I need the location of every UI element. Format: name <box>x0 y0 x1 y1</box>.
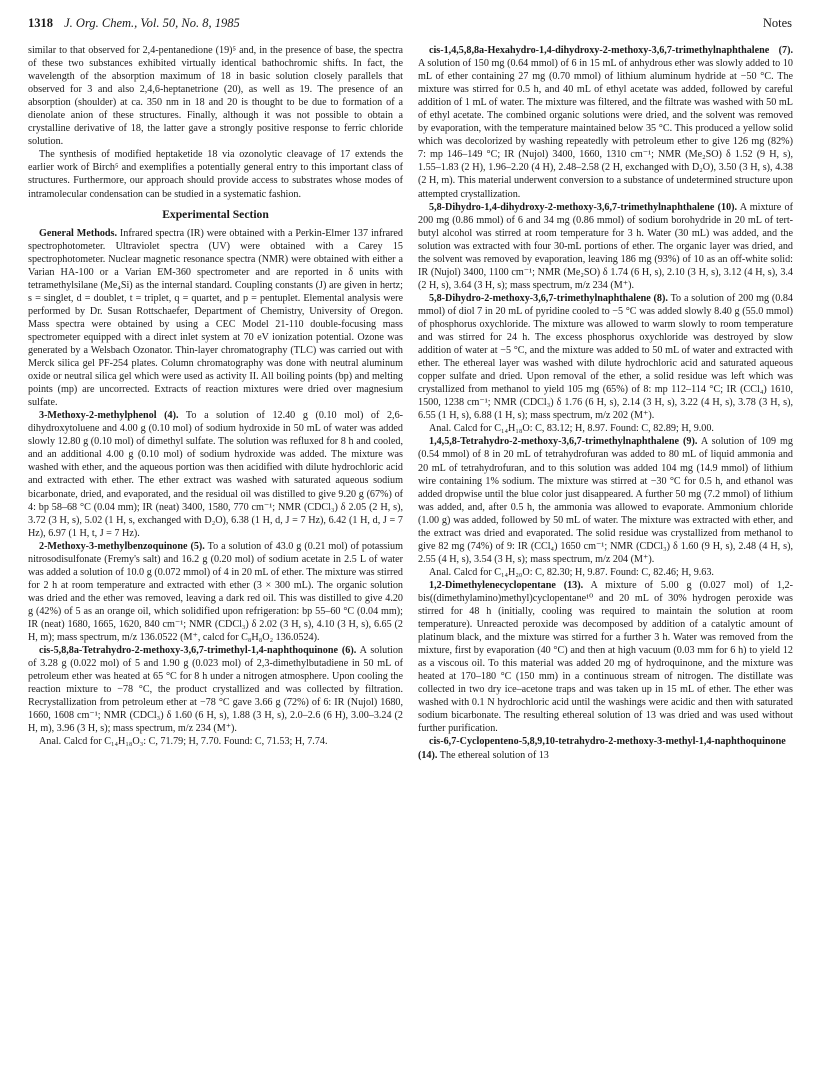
compound-10-heading: 5,8-Dihydro-1,4-dihydroxy-2-methoxy-3,6,7-trimethylnaphthalene (10). <box>429 201 738 213</box>
compound-4-body: To a solution of 12.40 g (0.10 mol) of 2,6-dihydroxytoluene and 4.00 g (0.10 mol) of sodium hydroxide in 50 mL of water was added slowly 12.80 g (0.10 mol) of dimethyl sulfate. The solution was refluxed for 8 h and cooled, and an additional 4.00 g (0.10 mol) of sodium hydroxide was added. The mixture was washed with ether, and the aqueous portion was then acidified with dilute hydrochloric acid and extracted with ether. The ether extract was washed with saturated aqueous sodium bicarbonate, dried, and evaporated, and the residual oil was distilled to give 9.20 g (67%) of 4: bp 58–68 °C (0.04 mm); IR (neat) 3400, 1580, 770 cm⁻¹; NMR (CDCl₃) δ 2.05 (2 H, s), 3.72 (3 H, s), 5.02 (1 H, s, exchanged with D₂O), 6.38 (1 H, d, J = 7 Hz), 6.42 (1 H, d, J = 7 Hz), 6.97 (1 H, t, J = 7 Hz). <box>28 410 403 539</box>
compound-9-body: A solution of 109 mg (0.54 mmol) of 8 in 20 mL of tetrahydrofuran was added to 80 mL of liquid ammonia and 20 mL of tetrahydrofuran, and to this solution was added 104 mg (14.9 mmol) of lithium wire containing 1% sodium. The mixture was stirred at −30 °C for 0.5 h, and ethanol was added dropwise until the blue color just disappeared. A further 50 mg (7.2 mmol) of lithium was added, and, after 0.5 h, the ammonia was allowed to evaporate. Ammonium chloride (1.00 g) was added, followed by 50 mL of water. The mixture was extracted with ether, and the extract was dried and evaporated. The solid residue was crystallized from methanol to give 82 mg (74%) of 9: IR (CCl₄) 1650 cm⁻¹; NMR (CDCl₃) δ 1.60 (9 H, s), 2.48 (4 H, s), 2.55 (4 H, s), 3.54 (3 H, s); mass spectrum, m/z 204 (M⁺). <box>418 436 793 565</box>
compound-14-body: The ethereal solution of 13 <box>437 749 549 761</box>
compound-7-paragraph <box>418 44 793 201</box>
compound-6-analysis: Anal. Calcd for C₁₄H₁₈O₃: C, 71.79; H, 7.70. Found: C, 71.53; H, 7.74. <box>39 736 328 748</box>
compound-13-paragraph <box>418 579 793 736</box>
compound-9-analysis: Anal. Calcd for C₁₄H₂₀O: C, 82.30; H, 9.87. Found: C, 82.46; H, 9.63. <box>429 566 714 578</box>
compound-5-body: To a solution of 43.0 g (0.21 mol) of potassium nitrosodisulfonate (Fremy's salt) and 16.2 g (0.20 mol) of sodium acetate in 2.5 L of water was added a solution of 10.0 g (0.072 mmol) of 4 in 20 mL of ether. The mixture was stirred for 2 h at room temperature and extracted with ether (3 × 300 mL). The organic solution was dried and the ether was removed, leaving a dark red oil. This was distilled to give 4.20 g (42%) of 5 as an orange oil, which solidified upon refrigeration: bp 55–60 °C (0.04 mm); IR (neat) 1680, 1665, 1620, 840 cm⁻¹; NMR (CDCl₃) δ 2.02 (3 H, s), 4.10 (3 H, s), 6.65 (2 H, m); mass spectrum, m/z 136.0522 (M⁺, calcd for C₈H₈O₂ 136.0524). <box>28 540 403 644</box>
compound-6-body: A solution of 3.28 g (0.022 mol) of 5 and 1.90 g (0.023 mol) of 2,3-dimethylbutadiene in 50 mL of petroleum ether was heated at 65 °C for 8 h under a nitrogen atmosphere. Upon cooling the reaction mixture to −78 °C, the product crystallized and was collected by filtration. Recrystallization from petroleum ether at −78 °C gave 3.66 g (72%) of 6: IR (Nujol) 1680, 1660, 1608 cm⁻¹; NMR (CDCl₃) δ 1.60 (6 H, s), 1.88 (3 H, s), 2.0–2.6 (6 H), 3.00–3.24 (2 H, m), 3.96 (3 H, s); mass spectrum, m/z 234 (M⁺). <box>28 645 403 735</box>
running-head-left <box>28 16 240 31</box>
page-header <box>28 16 792 34</box>
compound-6-heading: cis-5,8,8a-Tetrahydro-2-methoxy-3,6,7-trimethyl-1,4-naphthoquinone (6). <box>39 645 357 657</box>
page-number: 1318 <box>28 16 53 30</box>
compound-8-paragraph <box>418 292 793 422</box>
intro-paragraph-1: similar to that observed for 2,4-pentanedione (19)⁵ and, in the presence of base, the spectra of these two substances exhibited virtually identical bathochromic shifts. In fact, the wavelength of the absorption maximum of 18 in basic solution closely parallels that observed for 3 and also 2,4,6-heptanetrione (20), as well as 19. The presence of an absorption (shoulder) at ca. 350 nm in 18 and 20 is thought to be due to formation of a dienolate anion of these structures. Finally, although it was not possible to obtain a crystalline derivative of 18, the latter gave a strongly positive response to ferric chloride solution. <box>28 45 403 148</box>
compound-10-body: A mixture of 200 mg (0.86 mmol) of 6 and 34 mg (0.86 mmol) of sodium borohydride in 20 mL of tert-butyl alcohol was stirred at room temperature for 3 h. Water (30 mL) was added, and the solution was extracted with four 30-mL portions of ether. The organic layer was dried, and the solvent was removed by evaporation, leaving 186 mg (93%) of 10 as an off-white solid: IR (Nujol) 3400, 1100 cm⁻¹; NMR (Me₂SO) δ 1.74 (6 H, s), 2.10 (3 H, s), 3.12 (4 H, s), 3.4 (2 H, s), 3.64 (3 H, s); mass spectrum, m/z 234 (M⁺). <box>418 201 793 291</box>
compound-8-body: To a solution of 200 mg (0.84 mmol) of diol 7 in 20 mL of pyridine cooled to −5 °C was added slowly 8.40 g (55.0 mmol) of phosphorus oxychloride. The mixture was allowed to warm slowly to room temperature and was stirred for 24 h. The excess phosphorus oxychloride was destroyed by slow addition of water at −5 °C, and the mixture was added to 50 mL of water and extracted with ether. The ethereal layer was washed with dilute hydrochloric acid and saturated aqueous copper sulfate and dried. Upon removal of the ether, a solid residue was left which was crystallized from methanol to yield 105 mg (65%) of 8: mp 112–114 °C; IR (CCl₄) 1610, 1500, 1238 cm⁻¹; NMR (CDCl₃) δ 1.76 (6 H, s), 2.14 (3 H, s), 3.22 (4 H, s), 3.78 (3 H, s), 6.55 (1 H, s), 6.88 (1 H, s); mass spectrum, m/z 202 (M⁺). <box>418 292 793 422</box>
journal-citation: J. Org. Chem., Vol. 50, No. 8, 1985 <box>64 16 240 30</box>
compound-14-heading: cis-6,7-Cyclopenteno-5,8,9,10-tetrahydro-2-methoxy-3-methyl-1,4-naphthoquinone (14). <box>418 736 786 761</box>
compound-6-paragraph <box>28 644 403 735</box>
compound-9-heading: 1,4,5,8-Tetrahydro-2-methoxy-3,6,7-trimethylnaphthalene (9). <box>429 436 698 448</box>
compound-4-paragraph <box>28 409 403 539</box>
section-title: Experimental Section <box>162 207 269 221</box>
compound-4-heading: 3-Methoxy-2-methylphenol (4). <box>39 410 179 422</box>
compound-8-analysis: Anal. Calcd for C₁₄H₁₈O: C, 83.12; H, 8.97. Found: C, 82.89; H, 9.00. <box>429 423 714 435</box>
right-column <box>418 44 793 762</box>
section-label: Notes <box>762 16 792 30</box>
intro-paragraph-2: The synthesis of modified heptaketide 18 via ozonolytic cleavage of 17 extends the earlier work of Birch⁵ and exemplifies a potentially general entry to this important class of structures. Furthermore, our approach should provide access to substrates whose modes of intramolecular condensation can be studied in a systematic fashion. <box>28 149 403 200</box>
general-methods-heading: General Methods. <box>39 227 117 239</box>
compound-8-heading: 5,8-Dihydro-2-methoxy-3,6,7-trimethylnaphthalene (8). <box>429 292 668 304</box>
compound-10-paragraph <box>418 201 793 292</box>
compound-7-heading: cis-1,4,5,8,8a-Hexahydro-1,4-dihydroxy-2-methoxy-3,6,7-trimethylnaphthalene (7). <box>429 45 793 56</box>
general-methods-paragraph <box>28 227 403 410</box>
compound-7-body: A solution of 150 mg (0.64 mmol) of 6 in 15 mL of anhydrous ether was slowly added to 10 mL of ether containing 27 mg (0.70 mmol) of lithium aluminum hydride at −50 °C. The mixture was stirred for 0.5 h, and 40 mL of ethyl acetate was added, followed by careful addition of 1 mL of water. The mixture was filtered, and the filtrate was washed with 50 mL of ethyl acetate. The combined organic solutions were dried, and the solvent was removed by evaporation, with the temperature maintained below 35 °C. This produced a yellow solid which was decolorized by washing repeatedly with petroleum ether to give 126 mg (82%) 7: mp 146–149 °C; IR (Nujol) 3400, 1660, 1310 cm⁻¹; NMR (Me₂SO) δ 1.52 (9 H, s), 1.55–1.83 (2 H), 1.96–2.20 (4 H), 2.48–2.58 (2 H, exchanged with D₂O), 3.50 (3 H, s), 4.38 (2 H, m). This material underwent conversion to a substance of undetermined structure upon attempted crystallization. <box>418 58 793 200</box>
compound-5-heading: 2-Methoxy-3-methylbenzoquinone (5). <box>39 540 205 552</box>
compound-13-body: A mixture of 5.00 g (0.027 mol) of 1,2-bis((dimethylamino)methyl)cyclopentane¹⁰ and 20 mL of 30% hydrogen peroxide was stirred for 48 h (initially, cooling was required to maintain the solution at room temperature). Unreacted peroxide was decomposed by addition of a catalytic amount of platinum black, and the mixture was stirred for a further 3 h. Water was removed from the mixture, first by evaporation (40 °C) and then at high vacuum (0.03 mm for 6 h) to yield 12 as a viscous oil. To this material was added 20 mg of hydroquinone, and the mixture was heated at 170–180 °C (150 mm) in a continuous stream of nitrogen. The distillate was collected in two dry ice–acetone traps and was taken up in 15 mL of ether. The ether was washed with 0.1 N hydrochloric acid until the washings were acidic and then with saturated sodium bicarbonate. The resulting ethereal solution of 13 was dried and was used without further purification. <box>418 579 793 735</box>
compound-13-heading: 1,2-Dimethylenecyclopentane (13). <box>429 579 584 591</box>
compound-5-paragraph <box>28 540 403 644</box>
compound-9-paragraph <box>418 435 793 565</box>
left-column <box>28 44 403 748</box>
compound-14-paragraph <box>418 735 793 761</box>
general-methods-body: Infrared spectra (IR) were obtained with a Perkin-Elmer 137 infrared spectrophotometer. Ultraviolet spectra (UV) were obtained with a Carey 15 spectrophotometer. Nuclear magnetic resonance spectra (NMR) were obtained with either a Varian HA-100 or a Varian EM-360 spectrometer and are reported in δ units with tetramethylsilane (Me₄Si) as the internal standard. Coupling constants (J) are given in hertz; s = singlet, d = doublet, t = triplet, q = quartet, and p = pentuplet. Elemental analysis were performed by Dr. Susan Rottschaefer, Department of Chemistry, University of Oregon. Mass spectra were obtained by using a CEC Model 21-110 double-focusing mass spectrometer equipped with a direct inlet system at 70 eV ionization potential. Ozone was generated by a Welsbach Ozonator. Thin-layer chromatography (TLC) was carried out with Merck silica gel PF-254 plates. Column chromatography was done with neutral aluminum oxide or neutral silica gel which were used as activity II. All boiling points (bp) and melting points (mp) are uncorrected. Extracts of reaction mixtures were dried over magnesium sulfate. <box>28 227 403 409</box>
